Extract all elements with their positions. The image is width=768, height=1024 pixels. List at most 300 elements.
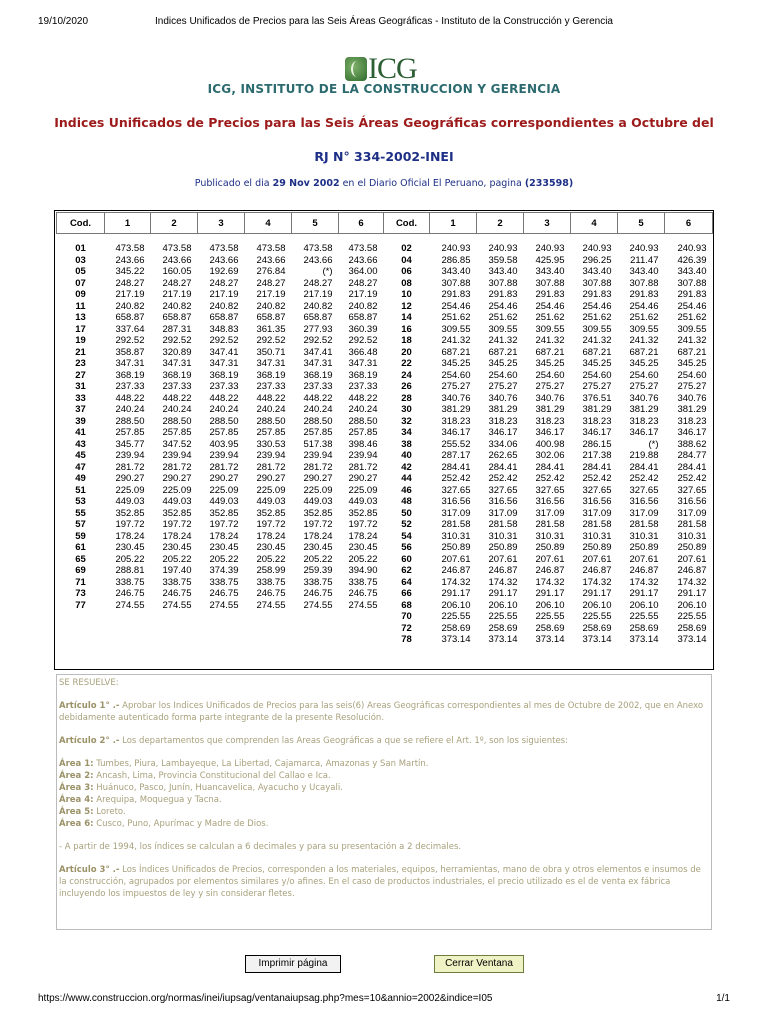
- index-value: 368.19: [115, 369, 145, 381]
- index-value: 239.94: [256, 450, 286, 461]
- index-value: 251.62: [582, 312, 612, 323]
- index-value: 275.27: [582, 381, 612, 392]
- index-value: 347.31: [348, 358, 378, 369]
- index-value: 248.27: [115, 277, 145, 289]
- index-value: 307.88: [441, 277, 471, 289]
- institute-name: ICG, INSTITUTO DE LA CONSTRUCCION Y GERENCIA: [207, 82, 561, 96]
- index-value: 225.09: [209, 484, 239, 496]
- index-value: 225.09: [115, 484, 145, 496]
- column-header: 5: [292, 213, 339, 234]
- index-value: 258.69: [677, 622, 707, 634]
- index-value: 449.03: [348, 496, 378, 507]
- index-value: 240.93: [535, 243, 565, 254]
- article-2: [59, 735, 709, 747]
- index-value: 251.62: [441, 312, 471, 323]
- publication-line: [0, 178, 768, 189]
- index-value: 258.69: [582, 622, 612, 634]
- index-code: 08: [401, 277, 412, 289]
- index-value: 246.87: [488, 565, 518, 576]
- article-2-text: Los departamentos que comprenden las Areas Geográficas a que se refiere el Art. 1º, son los siguientes:: [119, 736, 568, 746]
- index-value: 178.24: [256, 530, 286, 542]
- index-value: 254.46: [629, 300, 659, 312]
- index-value: 254.46: [488, 300, 518, 312]
- index-value: 292.52: [256, 335, 286, 346]
- index-code: 54: [401, 530, 412, 542]
- index-value: 449.03: [115, 496, 145, 507]
- index-value: 291.83: [677, 289, 707, 300]
- area-departments: Arequipa, Moquegua y Tacna.: [93, 795, 222, 805]
- area-label: Área 3:: [59, 783, 94, 793]
- index-value: 373.14: [677, 634, 707, 645]
- index-code: 02: [401, 243, 412, 254]
- index-value: 230.45: [348, 542, 378, 553]
- index-code: 14: [401, 312, 412, 323]
- index-value: 240.24: [115, 404, 145, 415]
- index-value: 243.66: [256, 254, 286, 266]
- index-code: 19: [75, 335, 86, 346]
- index-value: 338.75: [348, 576, 378, 588]
- pub-middle: en el Diario Oficial El Peruano, pagina: [339, 178, 525, 189]
- index-value: 275.27: [629, 381, 659, 392]
- index-value: 246.75: [115, 588, 145, 599]
- index-value: 338.75: [256, 576, 286, 588]
- index-value: 284.41: [677, 461, 707, 473]
- index-value: 290.27: [348, 473, 378, 484]
- index-value: 316.56: [441, 496, 471, 507]
- index-value: 346.17: [629, 427, 659, 438]
- index-value: 206.10: [629, 599, 659, 611]
- right-area-column: [477, 234, 524, 646]
- index-value: 251.62: [677, 312, 707, 323]
- index-value: 241.32: [677, 335, 707, 346]
- index-value: 240.24: [162, 404, 192, 415]
- decimals-note: - A partir de 1994, los índices se calculan a 6 decimales y para su presentación a 2 decimales.: [59, 842, 462, 852]
- index-value: 288.50: [303, 415, 333, 427]
- index-value: 241.32: [629, 335, 659, 346]
- index-value: 327.65: [488, 484, 518, 496]
- index-value: 338.75: [162, 576, 192, 588]
- index-value: 246.87: [629, 565, 659, 576]
- index-code: 34: [401, 427, 412, 438]
- index-value: 178.24: [303, 530, 333, 542]
- index-value: 316.56: [629, 496, 659, 507]
- index-code: 22: [401, 358, 412, 369]
- index-value: 426.39: [677, 254, 707, 266]
- index-value: 248.27: [162, 277, 192, 289]
- index-value: 252.42: [677, 473, 707, 484]
- index-value: 225.09: [162, 484, 192, 496]
- index-value: 274.55: [115, 599, 145, 611]
- index-value: 381.29: [582, 404, 612, 415]
- index-value: 290.27: [256, 473, 286, 484]
- index-value: 206.10: [488, 599, 518, 611]
- index-value: 252.42: [441, 473, 471, 484]
- index-code: 52: [401, 519, 412, 530]
- index-value: 687.21: [535, 346, 565, 358]
- index-value: 217.19: [209, 289, 239, 300]
- index-value: 240.82: [209, 300, 239, 312]
- index-value: 178.24: [348, 530, 378, 542]
- index-value: 448.22: [256, 392, 286, 404]
- right-area-column: [524, 234, 571, 646]
- index-value: 246.87: [582, 565, 612, 576]
- index-code: 32: [401, 415, 412, 427]
- index-value: 449.03: [162, 496, 192, 507]
- index-value: 174.32: [441, 576, 471, 588]
- index-value: 307.88: [582, 277, 612, 289]
- index-code: 23: [75, 358, 86, 369]
- index-value: 307.88: [488, 277, 518, 289]
- index-value: 246.75: [348, 588, 378, 599]
- index-value: 318.23: [629, 415, 659, 427]
- index-value: 251.62: [488, 312, 518, 323]
- pub-page: (233598): [524, 178, 574, 189]
- index-value: 343.40: [582, 266, 612, 277]
- index-value: 237.33: [162, 381, 192, 392]
- index-value: 274.55: [256, 599, 286, 611]
- index-value: 327.65: [629, 484, 659, 496]
- index-value: 284.41: [629, 461, 659, 473]
- index-value: 281.58: [582, 519, 612, 530]
- resolution-text: [56, 674, 712, 930]
- index-value: 239.94: [303, 450, 333, 461]
- index-value: (*): [322, 266, 333, 277]
- page-number: 1/1: [716, 993, 730, 1004]
- index-value: 317.09: [488, 507, 518, 519]
- index-value: 352.85: [303, 507, 333, 519]
- index-value: 240.93: [582, 243, 612, 254]
- index-value: 254.60: [441, 369, 471, 381]
- index-value: 292.52: [115, 335, 145, 346]
- index-value: 358.87: [115, 346, 145, 358]
- index-value: 250.89: [677, 542, 707, 553]
- index-code: 03: [75, 254, 86, 266]
- index-value: 368.19: [162, 369, 192, 381]
- index-value: 252.42: [535, 473, 565, 484]
- article-1-label: Artículo 1° .-: [59, 701, 120, 711]
- index-code: 18: [401, 335, 412, 346]
- index-value: 337.64: [115, 323, 145, 335]
- index-value: 246.75: [162, 588, 192, 599]
- index-code: 65: [75, 553, 86, 565]
- index-value: 307.88: [677, 277, 707, 289]
- column-header: 4: [245, 213, 292, 234]
- index-value: 197.72: [256, 519, 286, 530]
- index-code: 43: [75, 438, 86, 450]
- index-value: 373.14: [488, 634, 518, 645]
- index-value: 448.22: [209, 392, 239, 404]
- index-value: 347.41: [303, 346, 333, 358]
- index-value: 254.60: [488, 369, 518, 381]
- index-value: 178.24: [162, 530, 192, 542]
- index-value: 251.62: [629, 312, 659, 323]
- index-value: 317.09: [677, 507, 707, 519]
- index-code: 46: [401, 484, 412, 496]
- index-value: 284.41: [535, 461, 565, 473]
- index-value: 291.17: [535, 588, 565, 599]
- index-value: 309.55: [488, 323, 518, 335]
- index-value: 246.87: [441, 565, 471, 576]
- index-value: 254.60: [629, 369, 659, 381]
- index-value: 217.19: [256, 289, 286, 300]
- index-value: 246.87: [677, 565, 707, 576]
- index-value: 368.19: [209, 369, 239, 381]
- index-value: 291.83: [488, 289, 518, 300]
- right-area-column: [571, 234, 618, 646]
- index-value: 281.72: [348, 461, 378, 473]
- index-value: 255.52: [441, 438, 471, 450]
- index-code: 10: [401, 289, 412, 300]
- index-value: 230.45: [303, 542, 333, 553]
- index-value: 338.75: [209, 576, 239, 588]
- index-value: 343.40: [441, 266, 471, 277]
- index-value: 207.61: [441, 553, 471, 565]
- index-code: 71: [75, 576, 86, 588]
- index-value: 352.85: [162, 507, 192, 519]
- index-value: 240.24: [256, 404, 286, 415]
- index-value: 246.75: [303, 588, 333, 599]
- index-value: 197.72: [209, 519, 239, 530]
- index-value: 290.27: [303, 473, 333, 484]
- area-departments: Tumbes, Piura, Lambayeque, La Libertad, Cajamarca, Amazonas y San Martín.: [93, 759, 429, 769]
- index-value: 320.89: [162, 346, 192, 358]
- index-value: 241.32: [488, 335, 518, 346]
- pub-prefix: Publicado el dia: [194, 178, 273, 189]
- index-value: 281.58: [488, 519, 518, 530]
- index-value: 206.10: [535, 599, 565, 611]
- index-value: 425.95: [535, 254, 565, 266]
- index-value: 687.21: [488, 346, 518, 358]
- index-value: 302.06: [535, 450, 565, 461]
- index-code: 50: [401, 507, 412, 519]
- index-value: 316.56: [582, 496, 612, 507]
- index-value: 288.50: [256, 415, 286, 427]
- index-code: 07: [75, 277, 86, 289]
- index-value: 347.31: [162, 358, 192, 369]
- index-value: 449.03: [303, 496, 333, 507]
- index-value: 257.85: [162, 427, 192, 438]
- index-value: 257.85: [115, 427, 145, 438]
- index-value: 310.31: [441, 530, 471, 542]
- index-value: 205.22: [162, 553, 192, 565]
- index-value: 274.55: [162, 599, 192, 611]
- index-value: 246.75: [209, 588, 239, 599]
- index-value: 205.22: [303, 553, 333, 565]
- index-value: 174.32: [535, 576, 565, 588]
- index-value: 205.22: [348, 553, 378, 565]
- index-value: 345.22: [115, 266, 145, 277]
- index-value: 250.89: [582, 542, 612, 553]
- index-value: 347.31: [115, 358, 145, 369]
- index-value: 343.40: [629, 266, 659, 277]
- article-1-text: Aprobar los Indices Unificados de Precios para las seis(6) Areas Geográficas correspondientes al mes de Octubre de 2002, que en Anexo debidamente autenticado forma parte integrante de la presente Resolución.: [59, 701, 704, 723]
- index-value: 243.66: [162, 254, 192, 266]
- index-value: 254.60: [677, 369, 707, 381]
- index-value: 347.31: [303, 358, 333, 369]
- index-value: 327.65: [677, 484, 707, 496]
- index-value: 473.58: [348, 243, 378, 254]
- page-url: https://www.construccion.org/normas/inei/iupsag/ventanaiupsag.php?mes=10&annio=2002&indice=I05: [38, 993, 493, 1004]
- index-value: 275.27: [535, 381, 565, 392]
- index-value: 277.93: [303, 323, 333, 335]
- index-value: 230.45: [209, 542, 239, 553]
- index-value: 310.31: [629, 530, 659, 542]
- index-value: 292.52: [348, 335, 378, 346]
- index-value: 343.40: [677, 266, 707, 277]
- index-code: 27: [75, 369, 86, 381]
- index-value: 373.14: [582, 634, 612, 645]
- index-value: 347.31: [209, 358, 239, 369]
- left-code-column: [57, 234, 105, 646]
- index-code: 78: [401, 634, 412, 645]
- index-code: 17: [75, 323, 86, 335]
- index-value: 292.52: [162, 335, 192, 346]
- index-value: 310.31: [535, 530, 565, 542]
- index-value: 225.55: [582, 611, 612, 622]
- index-value: 259.39: [303, 565, 333, 576]
- index-value: 290.27: [115, 473, 145, 484]
- index-value: 206.10: [677, 599, 707, 611]
- area-line: [59, 758, 709, 770]
- index-value: 239.94: [115, 450, 145, 461]
- index-value: 318.23: [677, 415, 707, 427]
- area-label: Área 1:: [59, 759, 94, 769]
- left-area-column: [339, 234, 384, 646]
- index-value: 360.39: [348, 323, 378, 335]
- index-value: 262.65: [488, 450, 518, 461]
- index-value: 284.41: [488, 461, 518, 473]
- close-window-button[interactable]: Cerrar Ventana: [434, 955, 524, 973]
- index-code: 24: [401, 369, 412, 381]
- column-header: Cod.: [384, 213, 430, 234]
- index-code: 20: [401, 346, 412, 358]
- index-code: 37: [75, 404, 86, 415]
- right-code-column: [384, 234, 430, 646]
- index-value: 309.55: [535, 323, 565, 335]
- index-value: 258.99: [256, 565, 286, 576]
- right-area-column: [618, 234, 665, 646]
- index-value: 292.52: [209, 335, 239, 346]
- index-value: 687.21: [441, 346, 471, 358]
- index-code: 56: [401, 542, 412, 553]
- resolve-title: SE RESUELVE:: [59, 678, 119, 688]
- index-value: 338.75: [303, 576, 333, 588]
- index-value: 403.95: [209, 438, 239, 450]
- index-code: 69: [75, 565, 86, 576]
- column-header: 5: [618, 213, 665, 234]
- index-value: 347.52: [162, 438, 192, 450]
- index-value: 307.88: [629, 277, 659, 289]
- index-value: 350.71: [256, 346, 286, 358]
- index-value: 343.40: [488, 266, 518, 277]
- index-value: 473.58: [115, 243, 145, 254]
- index-value: 317.09: [582, 507, 612, 519]
- index-value: 352.85: [348, 507, 378, 519]
- index-value: 309.55: [582, 323, 612, 335]
- index-value: 376.51: [582, 392, 612, 404]
- index-code: 30: [401, 404, 412, 415]
- index-value: 327.65: [535, 484, 565, 496]
- index-value: 248.27: [348, 277, 378, 289]
- index-value: 340.76: [677, 392, 707, 404]
- index-value: 309.55: [629, 323, 659, 335]
- article-3: [59, 864, 709, 900]
- logo-text: ICG: [368, 52, 417, 85]
- index-value: 687.21: [677, 346, 707, 358]
- index-value: 205.22: [115, 553, 145, 565]
- area-departments: Ancash, Lima, Provincia Constitucional del Callao e Ica.: [93, 771, 331, 781]
- index-value: 517.38: [303, 438, 333, 450]
- index-value: 257.85: [348, 427, 378, 438]
- print-page-button[interactable]: Imprimir página: [245, 955, 341, 973]
- resolution-number: RJ N° 334-2002-INEI: [314, 149, 454, 164]
- index-value: 368.19: [303, 369, 333, 381]
- column-header: 6: [339, 213, 384, 234]
- column-header: 3: [524, 213, 571, 234]
- index-value: 309.55: [441, 323, 471, 335]
- index-value: 658.87: [162, 312, 192, 323]
- left-area-column: [245, 234, 292, 646]
- index-value: 240.24: [209, 404, 239, 415]
- index-value: 687.21: [582, 346, 612, 358]
- index-value: 248.27: [209, 277, 239, 289]
- index-value: (*): [648, 438, 659, 450]
- index-value: 241.32: [441, 335, 471, 346]
- index-value: 364.00: [348, 266, 378, 277]
- column-header: Cod.: [57, 213, 105, 234]
- index-value: 174.32: [582, 576, 612, 588]
- index-code: 12: [401, 300, 412, 312]
- index-value: 254.60: [582, 369, 612, 381]
- index-value: 225.09: [256, 484, 286, 496]
- index-value: 318.23: [535, 415, 565, 427]
- index-value: 658.87: [115, 312, 145, 323]
- indices-table-box: [54, 210, 714, 670]
- index-value: 197.72: [162, 519, 192, 530]
- index-code: 72: [401, 622, 412, 634]
- index-value: 217.19: [115, 289, 145, 300]
- index-value: 449.03: [256, 496, 286, 507]
- index-value: 368.19: [256, 369, 286, 381]
- index-value: 230.45: [115, 542, 145, 553]
- index-value: 317.09: [535, 507, 565, 519]
- index-value: 206.10: [582, 599, 612, 611]
- index-value: 250.89: [535, 542, 565, 553]
- index-value: 225.09: [303, 484, 333, 496]
- index-value: 473.58: [303, 243, 333, 254]
- article-3-text: Los Índices Unificados de Precios, corresponden a los materiales, equipos, herramientas, mano de obra y otros elementos e insumos de la construcción, agrupados por elementos similares y/o afines. En el caso de productos industriales, el precio utilizado es el de venta ex fábrica incluyendo los impuestos de ley y sin considerar fletes.: [59, 865, 701, 899]
- index-value: 192.69: [209, 266, 239, 277]
- area-line: [59, 818, 709, 830]
- index-value: 281.58: [535, 519, 565, 530]
- index-value: 225.55: [677, 611, 707, 622]
- left-area-column: [292, 234, 339, 646]
- index-value: 366.48: [348, 346, 378, 358]
- index-value: 240.82: [348, 300, 378, 312]
- index-value: 160.05: [162, 266, 192, 277]
- index-value: 252.42: [488, 473, 518, 484]
- index-value: 217.19: [348, 289, 378, 300]
- index-code: 39: [75, 415, 86, 427]
- index-value: 275.27: [441, 381, 471, 392]
- index-value: 274.55: [348, 599, 378, 611]
- index-value: 211.47: [630, 254, 659, 266]
- index-value: 225.09: [348, 484, 378, 496]
- index-value: 197.72: [303, 519, 333, 530]
- index-value: 291.17: [582, 588, 612, 599]
- index-value: 240.93: [677, 243, 707, 254]
- index-code: 66: [401, 588, 412, 599]
